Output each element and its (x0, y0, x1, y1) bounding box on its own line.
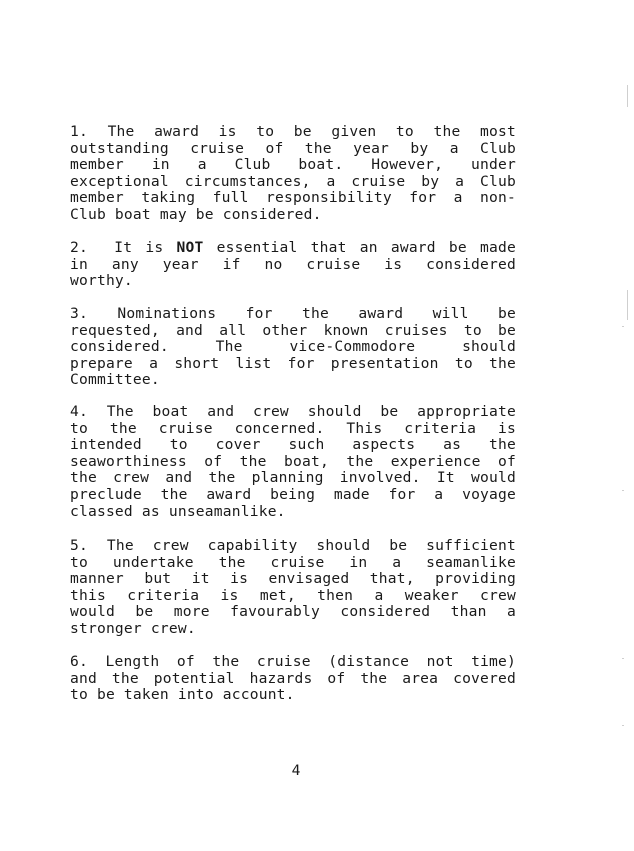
paragraph-6 (70, 654, 516, 704)
paragraph-line: to undertake the cruise in a seamanlike (70, 553, 516, 571)
line-text: essential that an award be made (203, 239, 516, 256)
paragraph-line: worthy. (70, 272, 133, 290)
paragraph-line: exceptional circumstances, a cruise by a Club (70, 172, 516, 190)
paragraph-line: the crew and the planning involved. It would (70, 469, 516, 487)
paragraph-line: 3. Nominations for the award will be (70, 305, 516, 322)
paragraph-line: 4. The boat and crew should be appropriate (70, 403, 516, 420)
paragraph-line: 6. Length of the cruise (distance not time) (70, 653, 516, 670)
paragraph-line: 5. The crew capability should be sufficient (70, 537, 516, 554)
paragraph-2 (70, 240, 516, 290)
scan-mark (622, 490, 624, 491)
scan-mark (627, 290, 628, 320)
paragraph-line: stronger crew. (70, 619, 196, 637)
line-text: 2. It is (70, 239, 177, 256)
paragraph-line: this criteria is met, then a weaker crew (70, 586, 516, 604)
paragraph-line: requested, and all other known cruises to be (70, 321, 516, 339)
paragraph-line: prepare a short list for presentation to the (70, 354, 516, 372)
emphasis-not: NOT (176, 239, 204, 256)
paragraph-line: considered. The vice-Commodore should (70, 338, 516, 356)
scan-mark (622, 725, 624, 726)
paragraph-line: to the cruise concerned. This criteria is (70, 419, 516, 437)
scan-mark (622, 658, 624, 659)
paragraph-line: seaworthiness of the boat, the experience of (70, 452, 516, 470)
paragraph-line: preclude the award being made for a voyage (70, 485, 516, 503)
paragraph-line: manner but it is envisaged that, providing (70, 570, 516, 588)
paragraph-line: outstanding cruise of the year by a Club (70, 139, 516, 157)
paragraph-line: in any year if no cruise is considered (70, 255, 516, 273)
paragraph-line: member taking full responsibility for a non- (70, 189, 516, 207)
paragraph-line: and the potential hazards of the area covered (70, 669, 516, 687)
paragraph-1 (70, 124, 516, 224)
paragraph-line: intended to cover such aspects as the (70, 436, 516, 454)
paragraph-line: 1. The award is to be given to the most (70, 123, 516, 140)
paragraph-line: classed as unseamanlike. (70, 502, 286, 520)
paragraph-4 (70, 404, 516, 520)
paragraph-3 (70, 306, 516, 389)
paragraph-5 (70, 538, 516, 638)
paragraph-line: member in a Club boat. However, under (70, 156, 516, 174)
paragraph-line (70, 240, 516, 257)
paragraph-line: Committee. (70, 371, 160, 389)
paragraph-line: would be more favourably considered than a (70, 603, 516, 621)
scan-mark (627, 85, 628, 107)
scan-mark (622, 326, 624, 327)
paragraph-line: to be taken into account. (70, 686, 295, 704)
page-number: 4 (291, 762, 301, 779)
paragraph-line: Club boat may be considered. (70, 205, 322, 223)
